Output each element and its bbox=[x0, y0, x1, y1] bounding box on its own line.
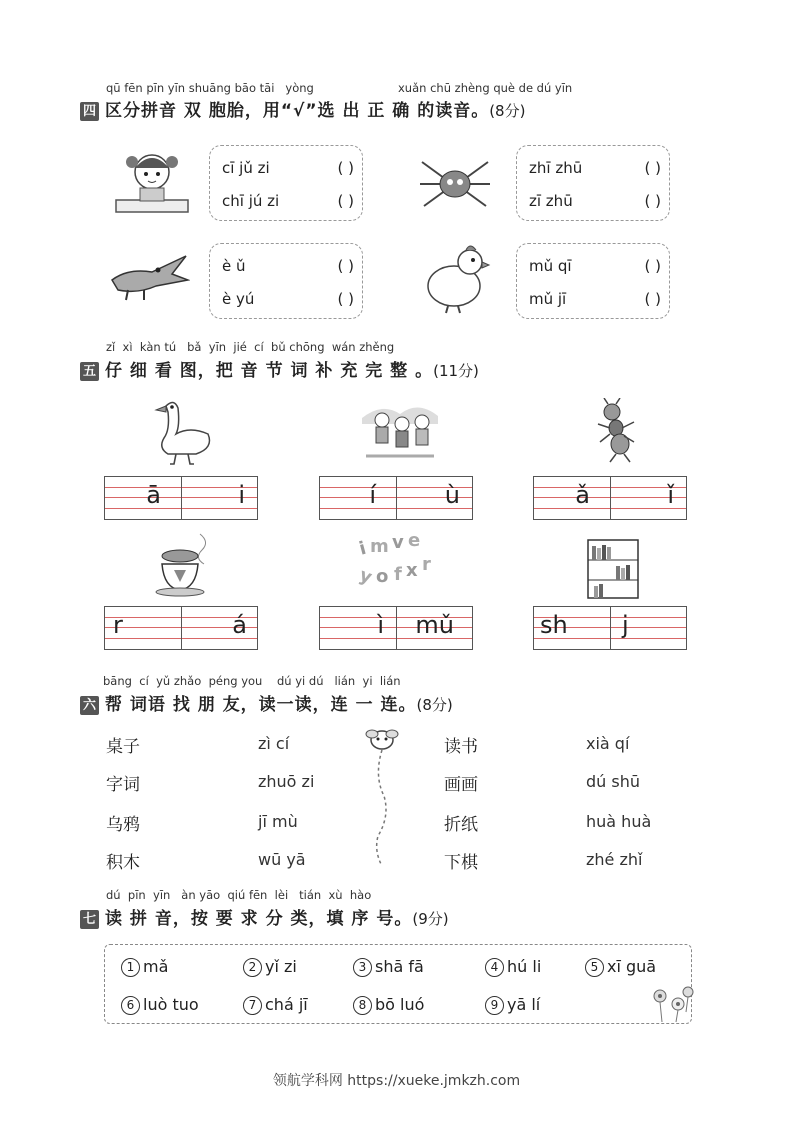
bee-divider-illustration bbox=[360, 726, 406, 870]
answer-blank: ( ) bbox=[644, 159, 661, 177]
girl-eating-illustration bbox=[112, 144, 192, 216]
answer-blank: ( ) bbox=[337, 290, 354, 308]
section-score: (8分) bbox=[416, 696, 453, 714]
footer-text: 领航学科网 https://xueke.jmkzh.com bbox=[272, 1073, 521, 1089]
word-right[interactable]: 读书 bbox=[444, 737, 478, 757]
pinyin-right[interactable]: huà huà bbox=[586, 812, 652, 831]
bookshelf-illustration bbox=[586, 538, 640, 600]
section-6-title: 六 帮 词语 找 朋 友，读一读，连 一 连。(8分) bbox=[80, 690, 453, 715]
svg-text:m: m bbox=[370, 536, 389, 557]
word-bank-item[interactable]: 8 bō luó bbox=[353, 995, 424, 1015]
section-4-title: 四 区分拼音 双 胞胎，用“√”选 出 正 确 的读音。(8分) bbox=[80, 96, 525, 121]
section-number: 四 bbox=[80, 102, 99, 121]
pinyin-left[interactable]: wū yā bbox=[258, 850, 306, 869]
pinyin-grid bbox=[533, 606, 687, 650]
answer-blank: ( ) bbox=[337, 257, 354, 275]
word-bank-item[interactable]: 2 yǐ zi bbox=[243, 957, 297, 977]
section-5-pinyin-line: zǐ xì kàn tú bǎ yīn jié cí bǔ chōng wán zhěng bbox=[106, 340, 395, 354]
section-score: (8分) bbox=[489, 102, 526, 120]
pinyin-right[interactable]: xià qí bbox=[586, 734, 630, 753]
pinyin-grid bbox=[319, 476, 473, 520]
syllable-left: í bbox=[369, 481, 376, 509]
section-score: (9分) bbox=[412, 910, 449, 928]
answer-blank: ( ) bbox=[337, 192, 354, 210]
word-left[interactable]: 乌鸦 bbox=[106, 815, 140, 835]
section-4-pinyin-line: qū fēn pīn yīn shuāng bāo tāi yòng bbox=[106, 81, 314, 95]
choice-box-1 bbox=[209, 145, 363, 221]
option-row[interactable]: cī jǔ zi ( ) bbox=[222, 159, 354, 177]
syllable-right: á bbox=[232, 611, 247, 639]
pinyin-right[interactable]: zhé zhǐ bbox=[586, 850, 643, 869]
chicken-illustration bbox=[422, 242, 492, 314]
choice-box-3 bbox=[209, 243, 363, 319]
word-left[interactable]: 字词 bbox=[106, 775, 140, 795]
option-row[interactable]: zhī zhū ( ) bbox=[529, 159, 661, 177]
syllable-right: j bbox=[622, 611, 629, 639]
answer-blank: ( ) bbox=[337, 159, 354, 177]
syllable-left: ā bbox=[146, 481, 161, 509]
word-left[interactable]: 积木 bbox=[106, 853, 140, 873]
word-right[interactable]: 画画 bbox=[444, 775, 478, 795]
pinyin-left[interactable]: jī mù bbox=[258, 812, 298, 831]
choice-box-2 bbox=[516, 145, 670, 221]
section-4-pinyin-line-2: xuǎn chū zhèng què de dú yīn bbox=[398, 81, 573, 95]
svg-text:i: i bbox=[357, 537, 369, 560]
ant-illustration bbox=[590, 398, 646, 464]
syllable-right: ǐ bbox=[667, 481, 674, 509]
svg-text:f: f bbox=[394, 564, 402, 585]
pinyin-grid bbox=[533, 476, 687, 520]
crocodile-illustration bbox=[108, 250, 190, 302]
pinyin-left[interactable]: zì cí bbox=[258, 734, 290, 753]
svg-text:e: e bbox=[408, 530, 421, 551]
option-row[interactable]: è ǔ ( ) bbox=[222, 257, 354, 275]
svg-text:x: x bbox=[406, 560, 418, 581]
syllable-left: r bbox=[113, 611, 123, 639]
answer-blank: ( ) bbox=[644, 290, 661, 308]
word-bank-item[interactable]: 9 yā lí bbox=[485, 995, 540, 1015]
answer-blank: ( ) bbox=[644, 192, 661, 210]
option-row[interactable]: zī zhū ( ) bbox=[529, 192, 661, 210]
syllable-right: mǔ bbox=[415, 611, 454, 639]
word-bank-item[interactable]: 4 hú li bbox=[485, 957, 541, 977]
option-row[interactable]: è yú ( ) bbox=[222, 290, 354, 308]
word-bank-item[interactable]: 7 chá jī bbox=[243, 995, 308, 1015]
flowers-decoration-illustration bbox=[646, 982, 698, 1026]
svg-text:r: r bbox=[422, 554, 431, 575]
syllable-left: ǎ bbox=[575, 481, 590, 509]
option-row[interactable]: mǔ qī ( ) bbox=[529, 257, 661, 275]
teacup-illustration bbox=[150, 530, 216, 598]
section-7-title: 七 读 拼 音，按 要 求 分 类，填 序 号。(9分) bbox=[80, 904, 449, 929]
syllable-left: ì bbox=[377, 611, 384, 639]
word-right[interactable]: 折纸 bbox=[444, 815, 478, 835]
syllable-left: sh bbox=[540, 611, 568, 639]
section-number: 六 bbox=[80, 696, 99, 715]
word-bank-item[interactable]: 3 shā fā bbox=[353, 957, 424, 977]
spider-illustration bbox=[416, 150, 494, 212]
word-bank-item[interactable]: 6 luò tuo bbox=[121, 995, 199, 1015]
goose-illustration bbox=[150, 396, 216, 466]
word-bank-item[interactable]: 1 mǎ bbox=[121, 957, 168, 977]
pinyin-grid bbox=[319, 606, 473, 650]
children-playing-illustration bbox=[362, 398, 438, 460]
word-bank-box bbox=[104, 944, 692, 1024]
svg-text:y: y bbox=[356, 564, 375, 589]
word-left[interactable]: 桌子 bbox=[106, 737, 140, 757]
pinyin-left[interactable]: zhuō zi bbox=[258, 772, 315, 791]
section-number: 五 bbox=[80, 362, 99, 381]
choice-box-4 bbox=[516, 243, 670, 319]
letters-illustration bbox=[354, 530, 444, 592]
pinyin-grid bbox=[104, 606, 258, 650]
svg-text:o: o bbox=[376, 566, 389, 587]
section-5-title: 五 仔 细 看 图，把 音 节 词 补 充 完 整 。(11分) bbox=[80, 356, 479, 381]
pinyin-right[interactable]: dú shū bbox=[586, 772, 640, 791]
section-score: (11分) bbox=[433, 362, 479, 380]
pinyin-grid bbox=[104, 476, 258, 520]
syllable-right: i bbox=[238, 481, 245, 509]
section-7-pinyin-line: dú pīn yīn àn yāo qiú fēn lèi tián xù hào bbox=[106, 888, 372, 902]
syllable-right: ù bbox=[444, 481, 460, 509]
section-6-pinyin-line: bāng cí yǔ zhǎo péng you dú yi dú lián yi lián bbox=[103, 674, 401, 688]
svg-text:v: v bbox=[392, 532, 404, 553]
section-number: 七 bbox=[80, 910, 99, 929]
option-row[interactable]: chī jú zi ( ) bbox=[222, 192, 354, 210]
word-bank-item[interactable]: 5 xī guā bbox=[585, 957, 656, 977]
option-row[interactable]: mǔ jī ( ) bbox=[529, 290, 661, 308]
word-right[interactable]: 下棋 bbox=[444, 853, 478, 873]
answer-blank: ( ) bbox=[644, 257, 661, 275]
